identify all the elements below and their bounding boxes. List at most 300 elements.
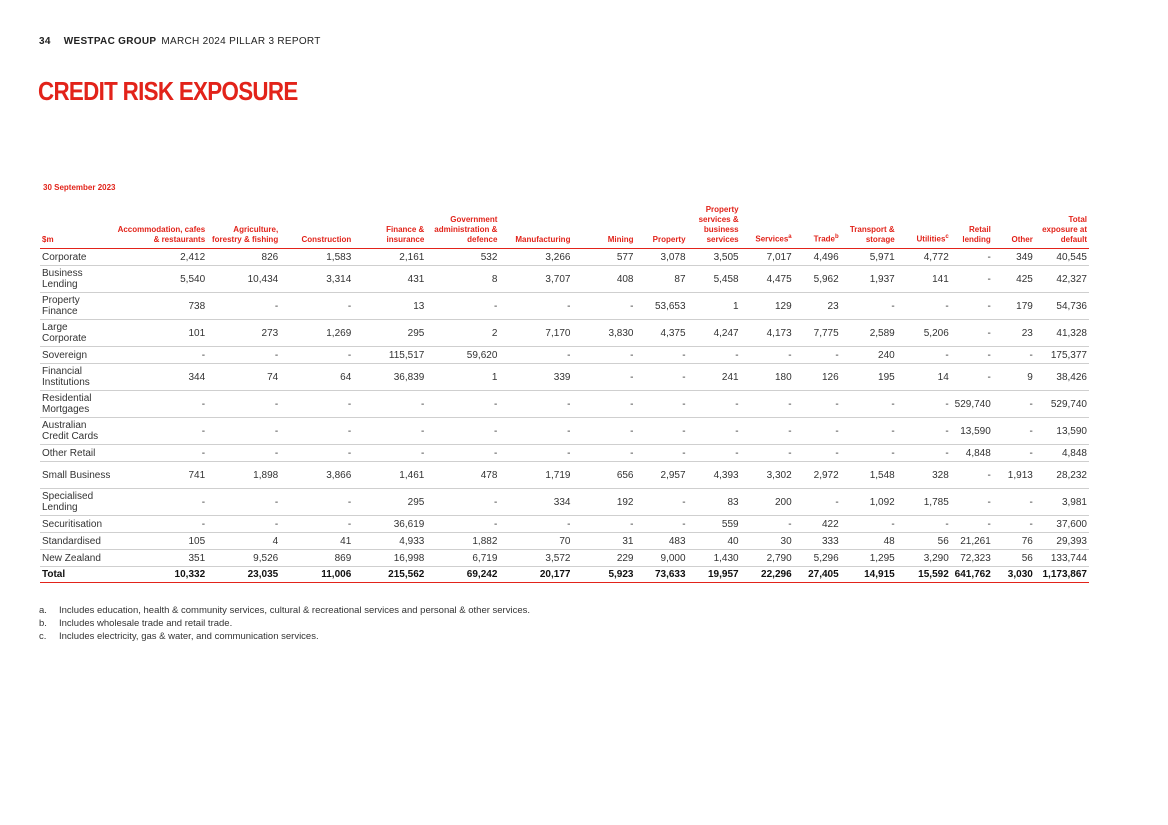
table-cell: 273 [207,320,280,347]
footnote-text: Includes wholesale trade and retail trade. [59,618,233,629]
table-cell: - [897,293,951,320]
table-cell: - [572,347,635,364]
table-cell: 869 [280,550,353,567]
column-header [794,205,841,249]
table-cell: - [841,418,897,445]
table-cell: 13 [353,293,426,320]
table-cell: 4,933 [353,533,426,550]
table-cell: 5,971 [841,249,897,266]
table-cell: - [951,516,993,533]
table-row [40,266,1089,293]
table-cell: 339 [499,364,572,391]
table-cell: 1,898 [207,462,280,489]
table-cell: 4,496 [794,249,841,266]
table-cell: 41,328 [1035,320,1089,347]
table-cell: - [280,418,353,445]
table-cell: 738 [115,293,207,320]
table-cell: - [207,293,280,320]
table-cell: 73,633 [636,567,688,583]
page-header [39,36,321,47]
table-cell: 229 [572,550,635,567]
table-cell: 5,540 [115,266,207,293]
table-cell: 295 [353,489,426,516]
column-header [572,205,635,249]
table-cell: 19,957 [688,567,741,583]
table-cell: 431 [353,266,426,293]
column-header [499,205,572,249]
table-cell: 3,707 [499,266,572,293]
table-cell: - [794,489,841,516]
table-cell: 478 [426,462,499,489]
column-header [280,205,353,249]
table-cell: 7,170 [499,320,572,347]
table-cell: 1,295 [841,550,897,567]
column-header-label: Property services & business services [698,205,739,244]
table-cell: 5,962 [794,266,841,293]
table-cell: - [951,489,993,516]
total-row [40,567,1089,583]
table-cell: 3,314 [280,266,353,293]
row-label: Small Business [40,462,115,489]
table-row [40,391,1089,418]
table-row [40,516,1089,533]
footnote-letter: a. [39,605,47,616]
column-header [741,205,794,249]
table-cell: 27,405 [794,567,841,583]
table-cell: 215,562 [353,567,426,583]
table-cell: - [951,347,993,364]
column-header-label: Total exposure at default [1042,215,1087,244]
column-header-label: Accommodation, cafes & restaurants [117,225,206,244]
table-cell: - [993,516,1035,533]
table-cell: - [115,489,207,516]
table-cell: - [572,293,635,320]
table-cell: - [951,266,993,293]
table-cell: 4 [207,533,280,550]
table-cell: - [207,418,280,445]
column-header-label: Services [755,235,789,244]
table-cell: 295 [353,320,426,347]
table-cell: 72,323 [951,550,993,567]
table-cell: 64 [280,364,353,391]
column-header-label: Property [652,235,686,244]
footnotes [39,604,530,643]
column-header [841,205,897,249]
column-header-label: Other [1011,235,1033,244]
table-cell: - [572,445,635,462]
table-cell: 126 [794,364,841,391]
table-cell: - [499,293,572,320]
row-label: Australian Credit Cards [40,418,115,445]
table-cell: 334 [499,489,572,516]
table-cell: - [636,418,688,445]
table-cell: 141 [897,266,951,293]
row-label: Business Lending [40,266,115,293]
table-cell: - [636,516,688,533]
table-cell: 4,173 [741,320,794,347]
table-cell: 1,882 [426,533,499,550]
table-cell: - [572,364,635,391]
table-cell: 40 [688,533,741,550]
table-cell: 577 [572,249,635,266]
table-cell: 1,269 [280,320,353,347]
table-cell: - [636,489,688,516]
table-cell: 11,006 [280,567,353,583]
table-cell: 483 [636,533,688,550]
table-cell: 641,762 [951,567,993,583]
page-number: 34 [39,36,51,47]
table-cell: 13,590 [1035,418,1089,445]
table-cell: - [499,445,572,462]
table-cell: 4,393 [688,462,741,489]
table-cell: - [897,445,951,462]
table-cell: 6,719 [426,550,499,567]
table-cell: 195 [841,364,897,391]
table-cell: 38,426 [1035,364,1089,391]
table-cell: 1,785 [897,489,951,516]
table-cell: - [207,489,280,516]
table-cell: 3,302 [741,462,794,489]
table-cell: 56 [897,533,951,550]
table-cell: - [951,320,993,347]
table-cell: - [636,391,688,418]
table-cell: - [794,445,841,462]
row-label: Property Finance [40,293,115,320]
table-cell: 20,177 [499,567,572,583]
table-cell: - [207,516,280,533]
table-row [40,462,1089,489]
row-label: Standardised [40,533,115,550]
table-cell: 175,377 [1035,347,1089,364]
table-cell: - [688,391,741,418]
table-cell: - [794,347,841,364]
table-row [40,347,1089,364]
table-cell: - [897,418,951,445]
table-cell: 8 [426,266,499,293]
table-cell: 54,736 [1035,293,1089,320]
credit-risk-exposure-table [40,205,1089,583]
table-cell: 23 [794,293,841,320]
table-cell: - [951,249,993,266]
table-cell: 349 [993,249,1035,266]
column-header-label: Transport & storage [849,225,895,244]
table-cell: - [426,391,499,418]
table-cell: 241 [688,364,741,391]
table-cell: 4,247 [688,320,741,347]
table-cell: 529,740 [951,391,993,418]
brand-name: WESTPAC GROUP [63,36,157,47]
column-header-label: Agriculture, forestry & fishing [211,225,279,244]
column-header [207,205,280,249]
table-cell: 2,790 [741,550,794,567]
table-cell: - [115,391,207,418]
table-cell: - [841,516,897,533]
table-body [40,249,1089,583]
table-cell: - [280,347,353,364]
header-row [40,205,1089,249]
table-cell: - [426,293,499,320]
table-cell: 4,848 [951,445,993,462]
table-cell: 87 [636,266,688,293]
table-row [40,550,1089,567]
column-header [636,205,688,249]
table-cell: 1,461 [353,462,426,489]
table-cell: - [636,347,688,364]
row-label: Financial Institutions [40,364,115,391]
table-cell: - [794,418,841,445]
column-header [993,205,1035,249]
table-cell: - [426,418,499,445]
table-cell: 16,998 [353,550,426,567]
table-cell: 3,505 [688,249,741,266]
table-cell: 2,972 [794,462,841,489]
table-cell: 1 [426,364,499,391]
table-cell: - [207,347,280,364]
table-cell: 28,232 [1035,462,1089,489]
table-cell: 3,830 [572,320,635,347]
table-cell: 76 [993,533,1035,550]
table-cell: 3,866 [280,462,353,489]
table-cell: - [280,516,353,533]
table-cell: - [115,347,207,364]
table-row [40,320,1089,347]
table-cell: 192 [572,489,635,516]
table-cell: 351 [115,550,207,567]
column-header [40,205,115,249]
table-cell: 14,915 [841,567,897,583]
table-cell: 529,740 [1035,391,1089,418]
table-cell: - [897,391,951,418]
table-cell: 328 [897,462,951,489]
table-cell: 59,620 [426,347,499,364]
column-header-label: Government administration & defence [434,215,498,244]
column-header-label: Trade [813,235,835,244]
table-cell: 2,589 [841,320,897,347]
table-cell: 10,434 [207,266,280,293]
table-row [40,418,1089,445]
table-cell: - [993,445,1035,462]
table-cell: 200 [741,489,794,516]
footnote-letter: b. [39,618,47,629]
table-row [40,489,1089,516]
table-cell: - [499,391,572,418]
table-cell: - [353,391,426,418]
table-cell: - [115,516,207,533]
row-label: Large Corporate [40,320,115,347]
table-cell: 69,242 [426,567,499,583]
table-cell: 115,517 [353,347,426,364]
table-cell: 240 [841,347,897,364]
column-header [426,205,499,249]
table-cell: 31 [572,533,635,550]
table-cell: 1,583 [280,249,353,266]
column-header [1035,205,1089,249]
table-cell: 42,327 [1035,266,1089,293]
table-cell: 3,981 [1035,489,1089,516]
row-label: Securitisation [40,516,115,533]
table-cell: - [993,418,1035,445]
table-cell: 101 [115,320,207,347]
table-cell: 422 [794,516,841,533]
table-cell: - [572,391,635,418]
table-cell: 3,572 [499,550,572,567]
footnote-letter: c. [39,631,47,642]
table-cell: 179 [993,293,1035,320]
table-cell: 7,017 [741,249,794,266]
table-cell: 1,913 [993,462,1035,489]
footnote-text: Includes electricity, gas & water, and communication services. [59,631,319,642]
table-cell: 408 [572,266,635,293]
table-cell: 1,173,867 [1035,567,1089,583]
table-cell: 2,161 [353,249,426,266]
table-cell: - [499,347,572,364]
table-cell: 1,548 [841,462,897,489]
page-title: CREDIT RISK EXPOSURE [38,76,298,106]
table-cell: - [572,516,635,533]
date-label: 30 September 2023 [43,183,116,192]
table-cell: - [353,418,426,445]
table-cell: - [426,489,499,516]
table-cell: 36,619 [353,516,426,533]
table-cell: 5,206 [897,320,951,347]
table-cell: - [280,293,353,320]
footnote-marker: b [835,234,839,241]
table-cell: - [897,347,951,364]
table-cell: 13,590 [951,418,993,445]
table-cell: 5,923 [572,567,635,583]
table-cell: 3,266 [499,249,572,266]
table-cell: - [688,347,741,364]
table-cell: 425 [993,266,1035,293]
table-cell: 83 [688,489,741,516]
table-cell: - [426,445,499,462]
table-cell: - [572,418,635,445]
table-cell: 2 [426,320,499,347]
table-cell: - [951,462,993,489]
table-cell: - [741,391,794,418]
table-cell: 133,744 [1035,550,1089,567]
column-header-label: Manufacturing [515,235,571,244]
table-cell: - [897,516,951,533]
table-cell: 4,475 [741,266,794,293]
row-label: Total [40,567,115,583]
table-cell: - [841,391,897,418]
row-label: Specialised Lending [40,489,115,516]
table-cell: - [993,391,1035,418]
column-header-label: Construction [301,235,352,244]
table-cell: 344 [115,364,207,391]
table-row [40,293,1089,320]
table-cell: - [499,516,572,533]
table-cell: 826 [207,249,280,266]
table-cell: 36,839 [353,364,426,391]
table-cell: 14 [897,364,951,391]
table-cell: - [426,516,499,533]
table-cell: - [353,445,426,462]
table-cell: - [115,418,207,445]
row-label: Residential Mortgages [40,391,115,418]
table-cell: - [207,391,280,418]
table-cell: - [741,516,794,533]
table-cell: - [841,445,897,462]
table-cell: 41 [280,533,353,550]
column-header-label: Retail lending [962,225,991,244]
table-cell: 5,296 [794,550,841,567]
table-cell: - [280,445,353,462]
report-name: MARCH 2024 PILLAR 3 REPORT [161,36,321,47]
table-row [40,364,1089,391]
table-cell: 1,719 [499,462,572,489]
table-cell: - [993,347,1035,364]
table-cell: 559 [688,516,741,533]
table-cell: 532 [426,249,499,266]
table-cell: 4,772 [897,249,951,266]
table-cell: 48 [841,533,897,550]
table-cell: 23 [993,320,1035,347]
table-cell: - [280,489,353,516]
table-row [40,533,1089,550]
table-cell: - [636,364,688,391]
table-cell: 741 [115,462,207,489]
table-cell: - [841,293,897,320]
table-cell: 1,092 [841,489,897,516]
table-cell: - [794,391,841,418]
table-row [40,445,1089,462]
footnote-text: Includes education, health & community services, cultural & recreational services and personal & other services. [59,605,531,616]
table-cell: 129 [741,293,794,320]
table-cell: 333 [794,533,841,550]
table-cell: 3,290 [897,550,951,567]
table-cell: 656 [572,462,635,489]
table-cell: - [115,445,207,462]
table-cell: 3,078 [636,249,688,266]
table-cell: 3,030 [993,567,1035,583]
table-cell: - [499,418,572,445]
row-label: Corporate [40,249,115,266]
table-cell: 56 [993,550,1035,567]
table-cell: 4,375 [636,320,688,347]
column-header-label: Utilities [916,235,946,244]
footnote-marker: a [788,234,792,241]
column-header [115,205,207,249]
table-cell: 1,430 [688,550,741,567]
table-cell: 1,937 [841,266,897,293]
table-cell: 74 [207,364,280,391]
footnote [39,604,530,617]
table-cell: 180 [741,364,794,391]
table-cell: 15,592 [897,567,951,583]
table-cell: 5,458 [688,266,741,293]
table-cell: 70 [499,533,572,550]
table-cell: 40,545 [1035,249,1089,266]
row-label: Other Retail [40,445,115,462]
table-cell: - [741,347,794,364]
column-header-label: $m [42,235,54,244]
table-cell: - [207,445,280,462]
table-row [40,249,1089,266]
table-cell: - [951,364,993,391]
table-cell: 9,000 [636,550,688,567]
table-cell: - [741,418,794,445]
table-cell: 105 [115,533,207,550]
table-cell: 2,412 [115,249,207,266]
column-header [897,205,951,249]
footnote [39,617,530,630]
table-header [40,205,1089,249]
table-cell: 22,296 [741,567,794,583]
table-cell: 53,653 [636,293,688,320]
table-cell: 9,526 [207,550,280,567]
